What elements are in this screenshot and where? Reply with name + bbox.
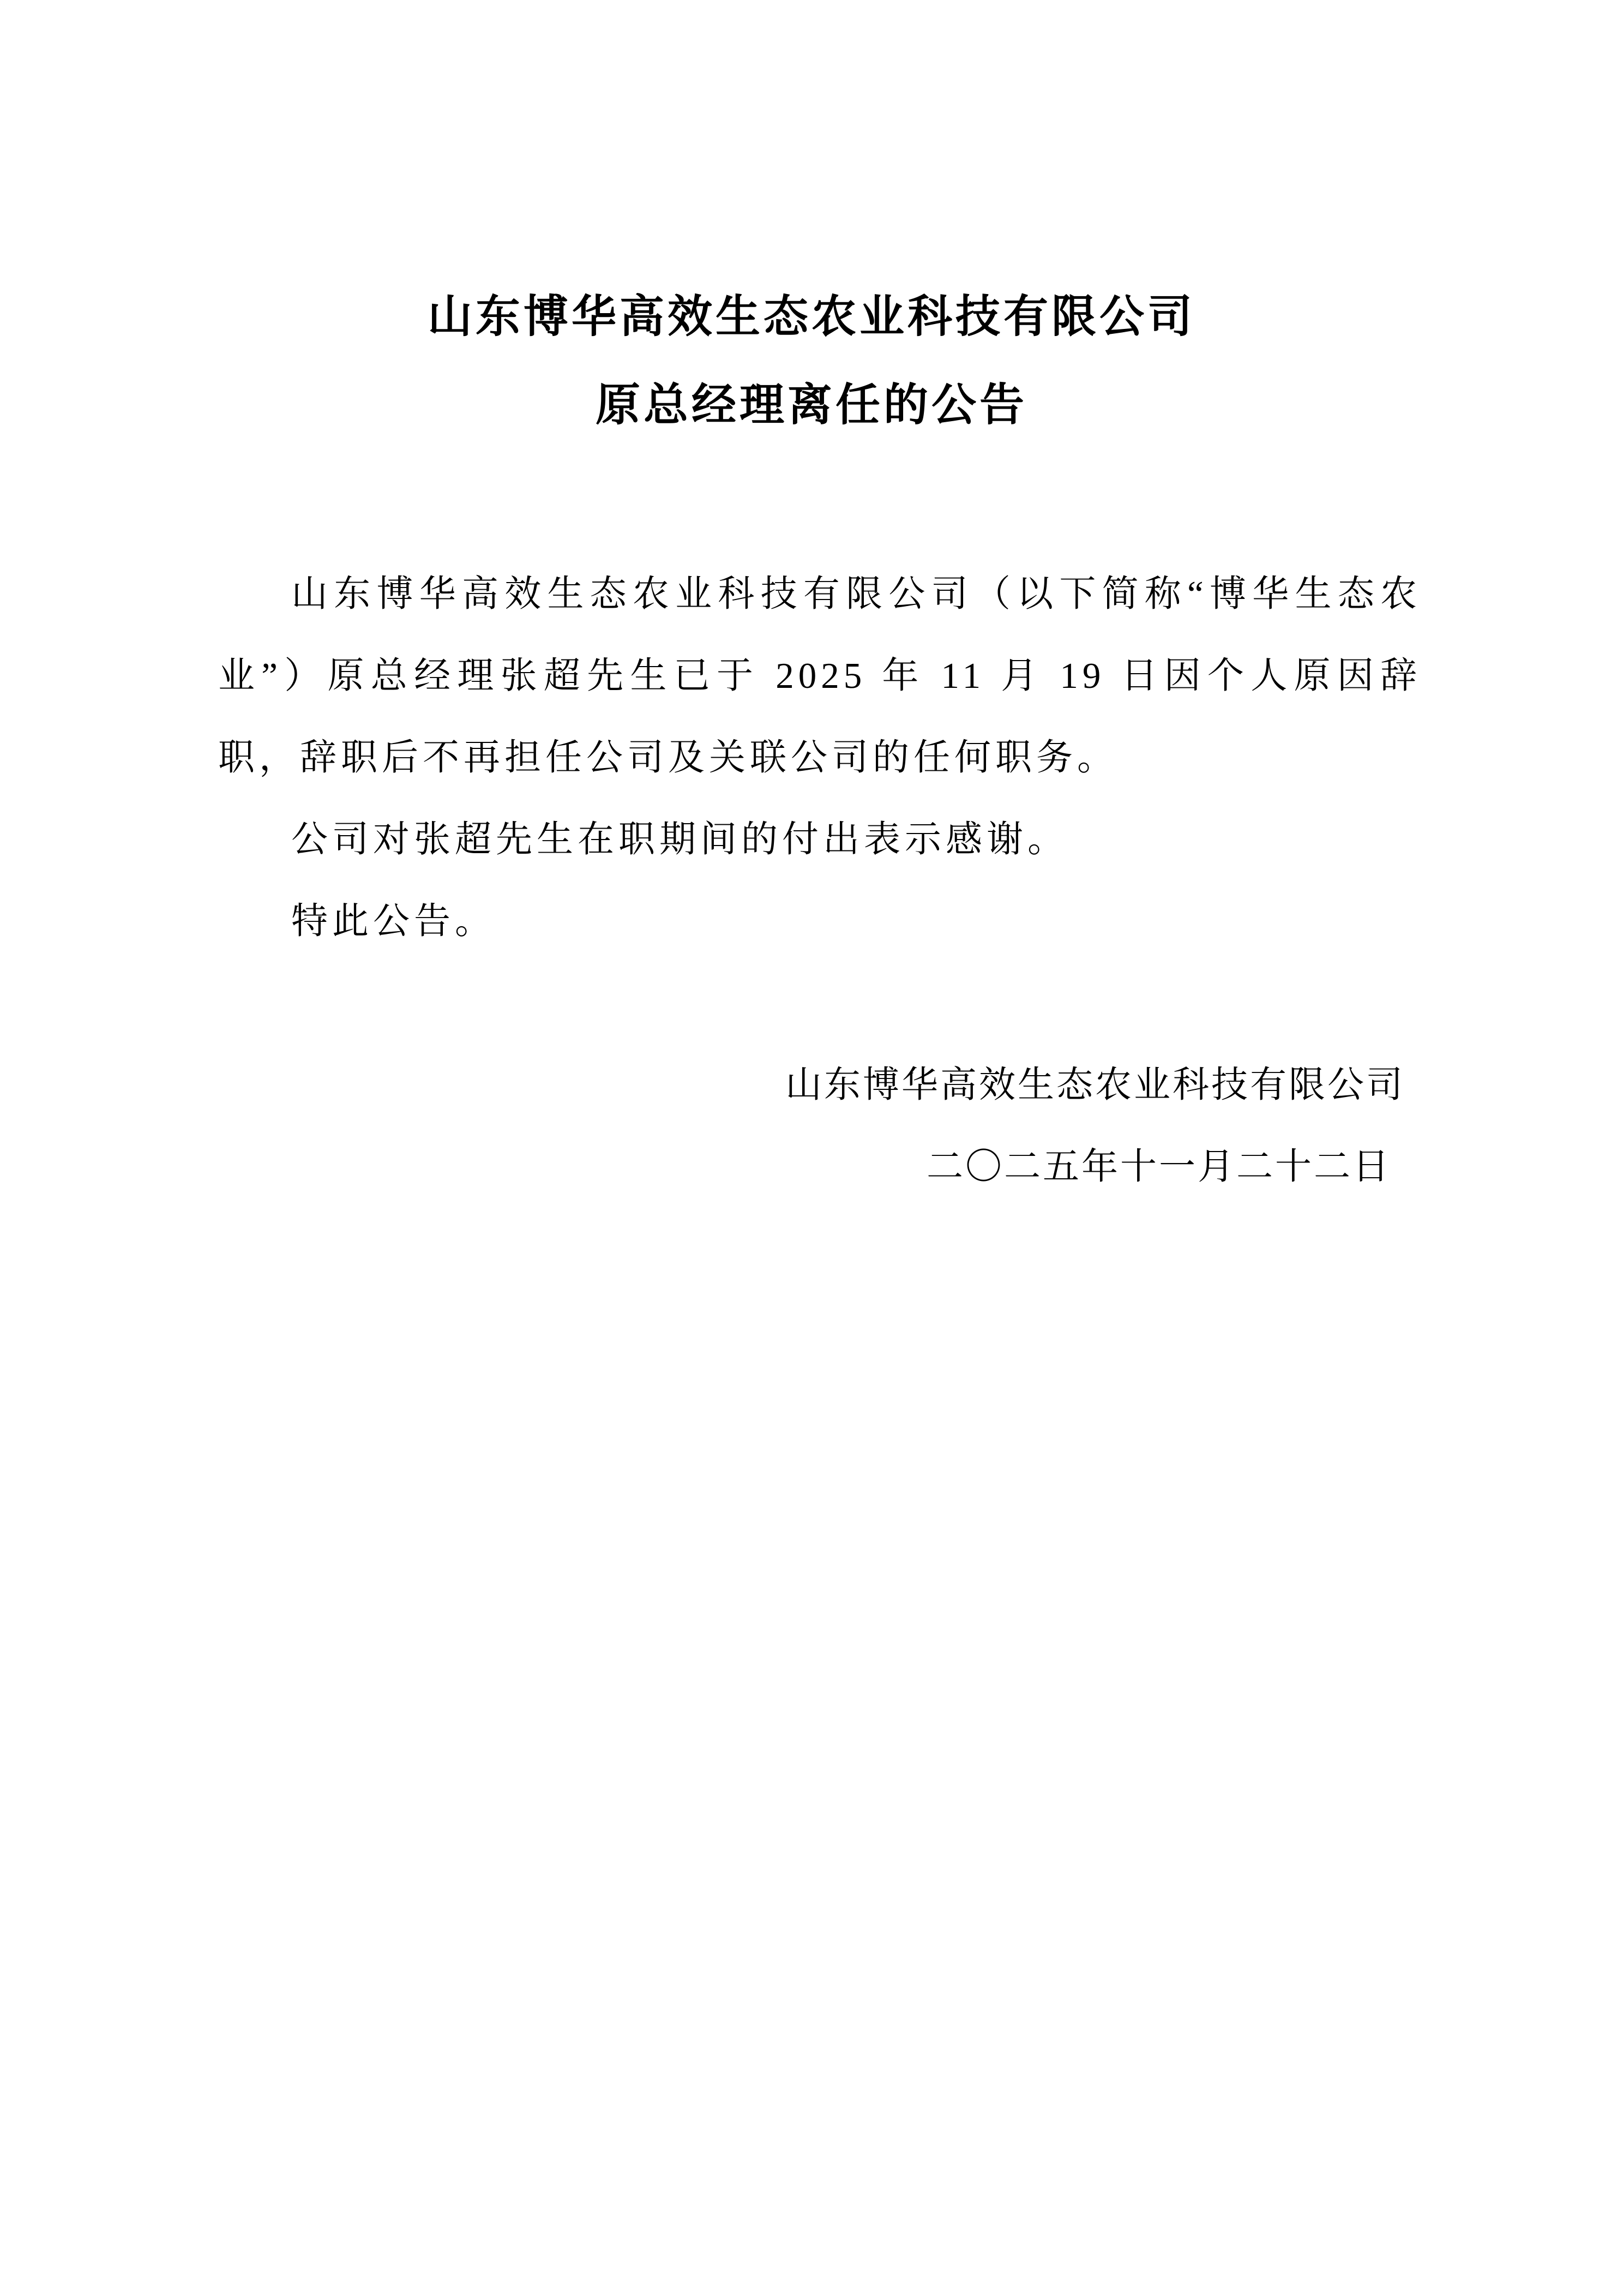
signature-company-name: 山东博华高效生态农业科技有限公司 [785,1065,1405,1105]
document-title-subject: 原总经理离任的公告 [595,380,1027,430]
signature-date: 二〇二五年十一月二十二日 [927,1147,1391,1187]
paragraph-gratitude: 公司对张超先生在职期间的付出表示感谢。 [291,819,1068,860]
signature-block [218,1044,1421,1208]
title-block [0,0,1623,449]
paragraph-announcement-closing: 特此公告。 [291,901,496,942]
document-body [218,553,1421,962]
paragraph-resignation-notice: 山东博华高效生态农业科技有限公司（以下简称“博华生态农业”）原总经理张超先生已于 2025 年 11 月 19 日因个人原因辞职，辞职后不再担任公司及关联公司的任何职务。 [218,574,1421,778]
document-title-company: 山东博华高效生态农业科技有限公司 [427,292,1195,341]
